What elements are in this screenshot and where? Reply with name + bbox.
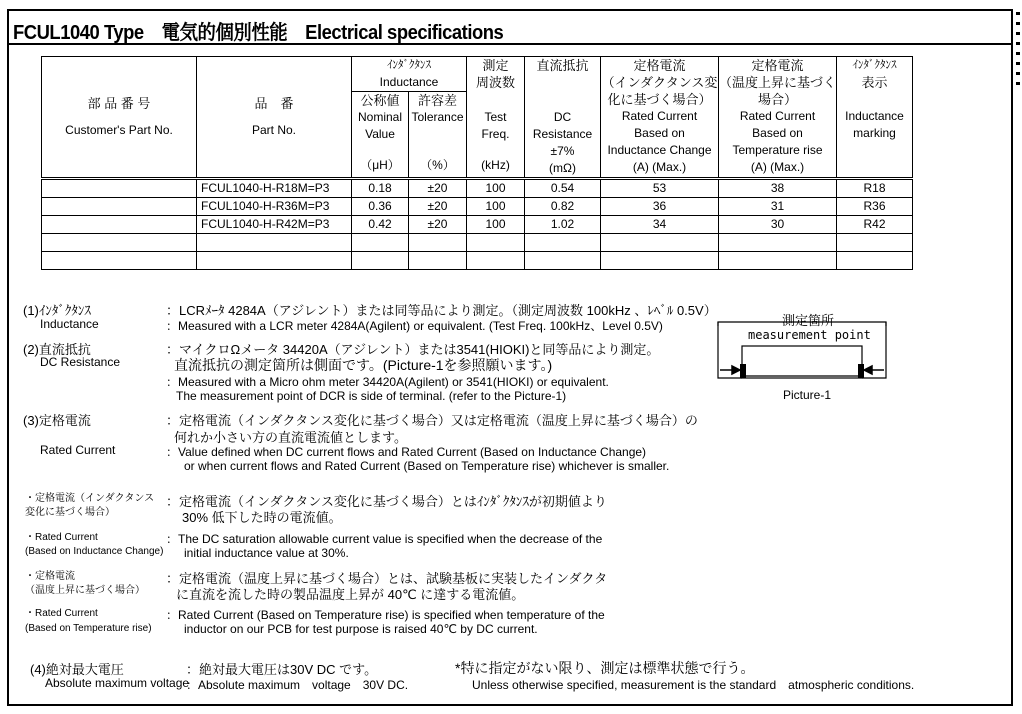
sub2-text-en1: ：The DC saturation allowable current value is specified when the decrease of the (166, 532, 603, 546)
header-rated-current-temperature: 定格電流 （温度上昇に基づく 場合） Rated Current Based on Temperature rise (A) (Max.) (719, 57, 837, 179)
table-row-empty (42, 252, 913, 270)
sub3-label1: ・定格電流 (25, 571, 75, 582)
sub2-text-en2: initial inductance value at 30%. (184, 546, 349, 560)
header-dc-resistance: 直流抵抗 DC Resistance ±7% (mΩ) (525, 57, 601, 179)
sub2-label2: (Based on Inductance Change) (25, 546, 164, 557)
standard-conditions-jp: *特に指定がない限り、測定は標準状態で行う。 (455, 660, 755, 676)
note1-label-en: Inductance (40, 317, 99, 331)
sub1-text-jp2: 30% 低下した時の電流値。 (182, 510, 342, 525)
sub1-label1: ・定格電流（インダクタンス (25, 493, 155, 504)
sub2-label1: ・Rated Current (25, 532, 98, 543)
table-row-empty (42, 234, 913, 252)
picture-title-jp: 測定箇所 (782, 313, 835, 328)
sub4-label1: ・Rated Current (25, 608, 98, 619)
measurement-point-diagram-icon (712, 318, 892, 388)
header-tolerance: 許容差 Tolerance （%） (409, 92, 467, 179)
header-rated-current-inductance: 定格電流 （インダクタンス変 化に基づく場合） Rated Current Based on Inductance Change (A) (Max.) (601, 57, 719, 179)
picture-caption: Picture-1 (783, 388, 832, 402)
picture-title-en: measurement point (748, 328, 871, 342)
sub4-label2: (Based on Temperature rise) (25, 623, 152, 634)
header-inductance: ｲﾝﾀﾞｸﾀﾝｽ Inductance (352, 57, 467, 92)
note1-text-en: ：Measured with a LCR meter 4284A(Agilent) or equivalent. (Test Freq. 100kHz、Level 0.5V) (166, 319, 663, 333)
header-test-freq: 測定 周波数 Test Freq. (kHz) (467, 57, 525, 179)
note1-label-jp: (1)ｲﾝﾀﾞｸﾀﾝｽ (23, 303, 91, 318)
note1-text-jp: ：LCRﾒｰﾀ 4284A（アジレント）または同等品により測定。（測定周波数 100kHz 、ﾚﾍﾞﾙ 0.5V） (166, 303, 717, 318)
part-number-cell: FCUL1040-H-R36M=P3 (197, 198, 352, 216)
sub3-text-jp2: に直流を流した時の製品温度上昇が 40℃ に達する電流値。 (176, 587, 525, 602)
note3-label-en: Rated Current (40, 443, 116, 457)
note2-label-jp: (2)直流抵抗 (23, 342, 91, 357)
part-number-cell: FCUL1040-H-R18M=P3 (197, 179, 352, 198)
note2-label-en: DC Resistance (40, 355, 121, 369)
edge-marks-icon (1015, 10, 1022, 90)
header-part-no: 品 番 Part No. (197, 57, 352, 179)
sub4-text-en2: inductor on our PCB for test purpose is raised 40℃ by DC current. (184, 622, 538, 636)
table-row: FCUL1040-H-R18M=P3 0.18 ±20 100 0.54 53 38 R18 (42, 179, 913, 198)
note3-text-jp1: ：定格電流（インダクタンス変化に基づく場合）又は定格電流（温度上昇に基づく場合）の (166, 413, 698, 428)
header-nominal: 公称値 Nominal Value （μH） (352, 92, 409, 179)
table-row: FCUL1040-H-R36M=P3 0.36 ±20 100 0.82 36 31 R36 (42, 198, 913, 216)
sub3-text-jp1: ：定格電流（温度上昇に基づく場合）とは、試験基板に実装したインダクタ (166, 571, 608, 586)
note4-label-jp: (4)絶対最大電圧 (30, 662, 124, 677)
note2-text-jp1: ：マイクロΩメータ 34420A（アジレント）または3541(HIOKI)と同等品により測定。 (166, 342, 660, 357)
sub4-text-en1: ：Rated Current (Based on Temperature rise) is specified when temperature of the (166, 608, 605, 622)
note3-label-jp: (3)定格電流 (23, 413, 91, 428)
page-title: FCUL1040 Type 電気的個別性能 Electrical specifications (13, 22, 504, 44)
header-inductance-marking: ｲﾝﾀﾞｸﾀﾝｽ 表示 Inductance marking (837, 57, 913, 179)
note3-text-en2: or when current flows and Rated Current (Based on Temperature rise) whichever is smaller. (184, 459, 670, 473)
note4-text-en: ：Absolute maximum voltage 30V DC. (186, 678, 409, 692)
note2-text-jp2: 直流抵抗の測定箇所は側面です。(Picture-1を参照願います。) (174, 357, 553, 373)
spec-table (41, 56, 913, 270)
standard-conditions-en: Unless otherwise specified, measurement is the standard atmospheric conditions. (472, 678, 915, 692)
table-row: FCUL1040-H-R42M=P3 0.42 ±20 100 1.02 34 30 R42 (42, 216, 913, 234)
title-bar (9, 11, 1011, 45)
note2-text-en1: ：Measured with a Micro ohm meter 34420A(Agilent) or 3541(HIOKI) or equivalent. (166, 375, 609, 389)
part-number-cell: FCUL1040-H-R42M=P3 (197, 216, 352, 234)
note3-text-en1: ：Value defined when DC current flows and Rated Current (Based on Inductance Change) (166, 445, 647, 459)
sub3-label2: （温度上昇に基づく場合） (25, 585, 145, 596)
header-customer-part: 部 品 番 号 Customer's Part No. (42, 57, 197, 179)
note3-text-jp2: 何れか小さい方の直流電流値とします。 (174, 430, 407, 445)
sub1-text-jp1: ：定格電流（インダクタンス変化に基づく場合）とはｲﾝﾀﾞｸﾀﾝｽが初期値より (166, 494, 607, 509)
note4-label-en: Absolute maximum voltage (45, 676, 190, 690)
note2-text-en2: The measurement point of DCR is side of terminal. (refer to the Picture-1) (176, 389, 567, 403)
sub1-label2: 変化に基づく場合） (25, 507, 115, 518)
note4-text-jp: ：絶対最大電圧は30V DC です。 (186, 662, 378, 677)
